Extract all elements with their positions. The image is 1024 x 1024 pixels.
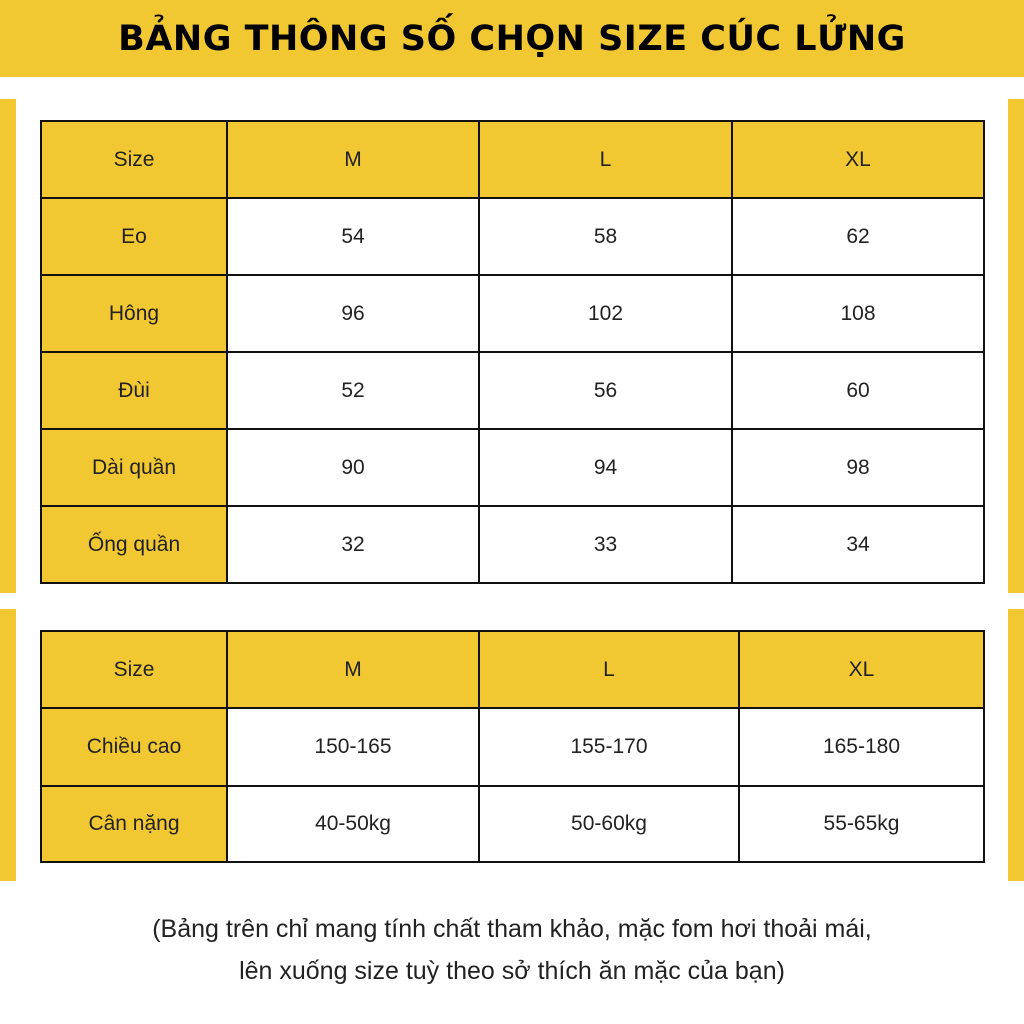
row-label: Đùi [41,352,227,429]
table-cell: 94 [479,429,732,506]
table-cell: 54 [227,198,479,275]
header-cell-xl: XL [732,121,984,198]
row-label: Chiều cao [41,708,227,786]
table-cell: 32 [227,506,479,583]
header-cell-xl: XL [739,631,984,708]
left-accent-bar-top [0,99,16,593]
table-cell: 62 [732,198,984,275]
header-cell-l: L [479,121,732,198]
page-title: BẢNG THÔNG SỐ CHỌN SIZE CÚC LỬNG [118,18,906,59]
header-cell-m: M [227,631,479,708]
table-cell: 58 [479,198,732,275]
table-cell: 155-170 [479,708,739,786]
table-cell: 150-165 [227,708,479,786]
table-row [41,708,984,786]
table-row [41,429,984,506]
right-accent-bar-top [1008,99,1024,593]
header-cell-l: L [479,631,739,708]
table-cell: 98 [732,429,984,506]
table-row [41,506,984,583]
row-label: Ống quần [41,506,227,583]
table-row [41,352,984,429]
note-line: (Bảng trên chỉ mang tính chất tham khảo, mặc fom hơi thoải mái, [152,915,872,943]
table-cell: 108 [732,275,984,352]
table-row [41,786,984,862]
table-row [41,198,984,275]
table-cell: 40-50kg [227,786,479,862]
table-cell: 52 [227,352,479,429]
header-cell-m: M [227,121,479,198]
right-accent-bar-bottom [1008,609,1024,881]
table-cell: 90 [227,429,479,506]
note-line: lên xuống size tuỳ theo sở thích ăn mặc của bạn) [239,957,785,985]
measurement-table [40,120,985,584]
row-label: Eo [41,198,227,275]
table-cell: 34 [732,506,984,583]
row-label: Hông [41,275,227,352]
height-weight-table [40,630,985,863]
table-cell: 96 [227,275,479,352]
table-cell: 102 [479,275,732,352]
table-cell: 60 [732,352,984,429]
row-label: Cân nặng [41,786,227,862]
table-row [41,275,984,352]
row-label: Dài quần [41,429,227,506]
header-cell-size: Size [41,121,227,198]
table-cell: 55-65kg [739,786,984,862]
left-accent-bar-bottom [0,609,16,881]
disclaimer-note [0,908,1024,992]
title-bar [0,0,1024,77]
table-cell: 33 [479,506,732,583]
table-cell: 56 [479,352,732,429]
table-header-row [41,121,984,198]
table-cell: 50-60kg [479,786,739,862]
table-header-row [41,631,984,708]
table-cell: 165-180 [739,708,984,786]
header-cell-size: Size [41,631,227,708]
